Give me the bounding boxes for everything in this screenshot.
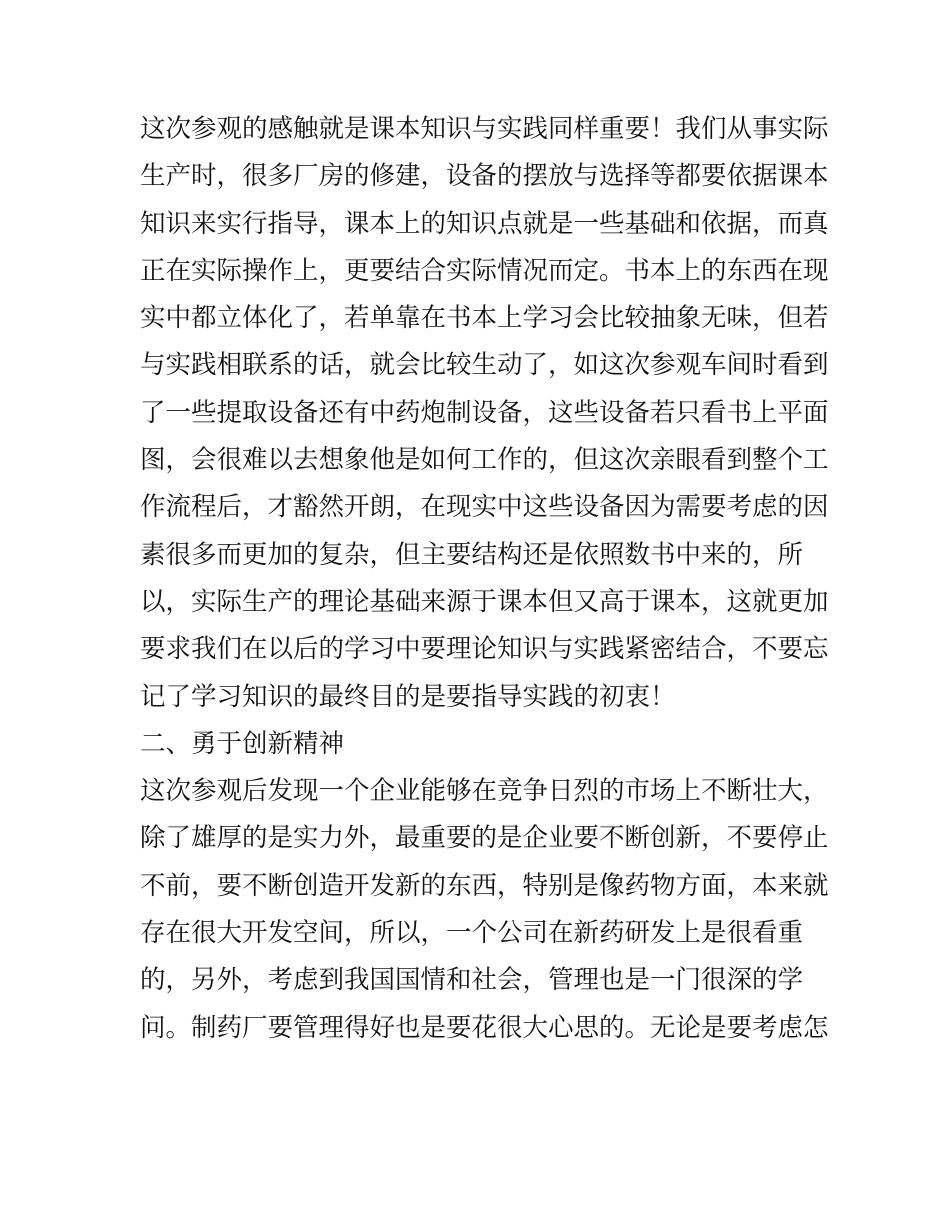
text-line: 问。制药厂要管理得好也是要花很大心思的。无论是要考虑怎 — [140, 1012, 829, 1043]
text-line: 要求我们在以后的学习中要理论知识与实践紧密结合，不要忘 — [140, 634, 829, 665]
section-heading: 二、勇于创新精神 — [140, 728, 345, 759]
text-line: 存在很大开发空间，所以，一个公司在新药研发上是很看重 — [140, 918, 804, 949]
text-line: 正在实际操作上，更要结合实际情况而定。书本上的东西在现 — [140, 255, 829, 286]
text-line: 除了雄厚的是实力外，最重要的是企业要不断创新，不要停止 — [140, 823, 829, 854]
text-line: 的，另外，考虑到我国国情和社会，管理也是一门很深的学 — [140, 965, 804, 996]
text-line: 这次参观的感触就是课本知识与实践同样重要！我们从事实际 — [140, 114, 829, 144]
text-line: 知识来实行指导，课本上的知识点就是一些基础和依据，而真 — [140, 208, 829, 239]
text-line: 以，实际生产的理论基础来源于课本但又高于课本，这就更加 — [140, 586, 829, 617]
text-line: 不前，要不断创造开发新的东西，特别是像药物方面，本来就 — [140, 870, 829, 901]
text-line: 作流程后，才豁然开朗，在现实中这些设备因为需要考虑的因 — [140, 492, 829, 523]
text-line: 这次参观后发现一个企业能够在竞争日烈的市场上不断壮大， — [140, 776, 829, 807]
text-line: 与实践相联系的话，就会比较生动了，如这次参观车间时看到 — [140, 350, 829, 381]
text-line: 素很多而更加的复杂，但主要结构还是依照数书中来的，所 — [140, 539, 804, 570]
text-line: 记了学习知识的最终目的是要指导实践的初衷！ — [140, 681, 676, 712]
text-line: 了一些提取设备还有中药炮制设备，这些设备若只看书上平面 — [140, 397, 829, 428]
text-line: 生产时，很多厂房的修建，设备的摆放与选择等都要依据课本 — [140, 161, 829, 192]
body-text — [140, 106, 829, 1052]
text-line: 图，会很难以去想象他是如何工作的，但这次亲眼看到整个工 — [140, 445, 829, 476]
text-line: 实中都立体化了，若单靠在书本上学习会比较抽象无味，但若 — [140, 303, 829, 334]
